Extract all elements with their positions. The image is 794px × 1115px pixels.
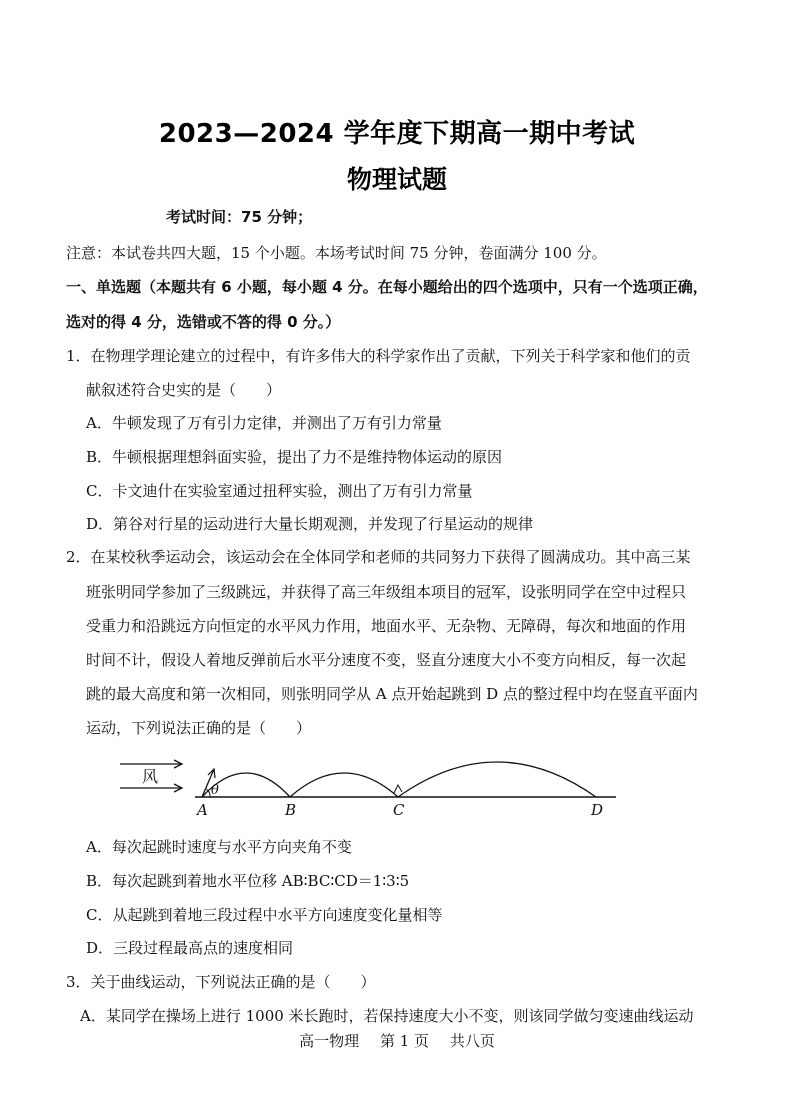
- q2-stem-line-3: 受重力和沿跳远方向恒定的水平风力作用，地面水平、无杂物、无障碍，每次和地面的作用: [86, 617, 687, 635]
- q2-stem-line-2: 班张明同学参加了三级跳远，并获得了高三年级组本项目的冠军，设张明同学在空中过程只: [86, 583, 687, 601]
- section-heading-line-2: 选对的得 4 分，选错或不答的得 0 分。）: [66, 313, 341, 331]
- triple-jump-figure: [110, 755, 630, 825]
- wind-label: 风: [142, 767, 159, 786]
- q1-option-b: B．牛顿根据理想斜面实验，提出了力不是维持物体运动的原因: [86, 448, 503, 466]
- q2-stem-line-4: 时间不计，假设人着地反弹前后水平分速度不变，竖直分速度大小不变方向相反，每一次起: [86, 651, 687, 669]
- q1-stem-line-1: 1．在物理学理论建立的过程中，有许多伟大的科学家作出了贡献，下列关于科学家和他们的贡: [66, 347, 691, 365]
- q2-stem-line-5: 跳的最大高度和第一次相同，则张明同学从 A 点开始起跳到 D 点的整过程中均在竖直平面内: [86, 685, 698, 703]
- arc-cd: [398, 762, 596, 797]
- q1-option-d: D．第谷对行星的运动进行大量长期观测，并发现了行星运动的规律: [86, 515, 534, 533]
- q2-option-b: B．每次起跳到着地水平位移 AB∶BC∶CD＝1∶3∶5: [86, 872, 410, 890]
- footer-total-pages: 共八页: [449, 1032, 495, 1050]
- exam-notice: 注意：本试卷共四大题，15 个小题。本场考试时间 75 分钟，卷面满分 100 分。: [66, 244, 607, 262]
- q2-option-a: A．每次起跳时速度与水平方向夹角不变: [86, 838, 352, 856]
- q2-stem-line-6: 运动，下列说法正确的是（ ）: [86, 719, 312, 737]
- point-label-b: B: [285, 801, 297, 819]
- q3-stem-line-1: 3．关于曲线运动，下列说法正确的是（ ）: [66, 973, 376, 991]
- q2-option-c: C．从起跳到着地三段过程中水平方向速度变化量相等: [86, 906, 443, 924]
- arc-bc: [290, 773, 398, 797]
- point-label-a: A: [197, 801, 208, 819]
- angle-label-theta: θ: [211, 783, 219, 798]
- exam-title: 2023—2024 学年度下期高一期中考试: [158, 119, 636, 149]
- section-heading-line-1: 一、单选题（本题共有 6 小题，每小题 4 分。在每小题给出的四个选项中，只有一个选项正确，: [66, 278, 708, 296]
- q1-option-a: A．牛顿发现了万有引力定律，并测出了万有引力常量: [86, 414, 442, 432]
- point-label-c: C: [393, 801, 405, 819]
- footer-page-number: 第 1 页: [379, 1032, 430, 1050]
- point-label-d: D: [591, 801, 604, 819]
- q1-option-c: C．卡文迪什在实验室通过扭秤实验，测出了万有引力常量: [86, 482, 473, 500]
- q3-option-a: A．某同学在操场上进行 1000 米长跑时，若保持速度大小不变，则该同学做匀变速曲线运动: [80, 1007, 694, 1025]
- q1-stem-line-2: 献叙述符合史实的是（ ）: [86, 381, 282, 399]
- q2-option-d: D．三段过程最高点的速度相同: [86, 939, 294, 957]
- page-footer: [0, 1030, 794, 1051]
- exam-time: 考试时间：75 分钟；: [166, 208, 313, 226]
- launch-arrow-c: [394, 785, 402, 793]
- footer-course: 高一物理: [299, 1032, 360, 1050]
- q2-stem-line-1: 2．在某校秋季运动会，该运动会在全体同学和老师的共同努力下获得了圆满成功。其中高三某: [66, 548, 691, 566]
- exam-subtitle: 物理试题: [346, 165, 447, 194]
